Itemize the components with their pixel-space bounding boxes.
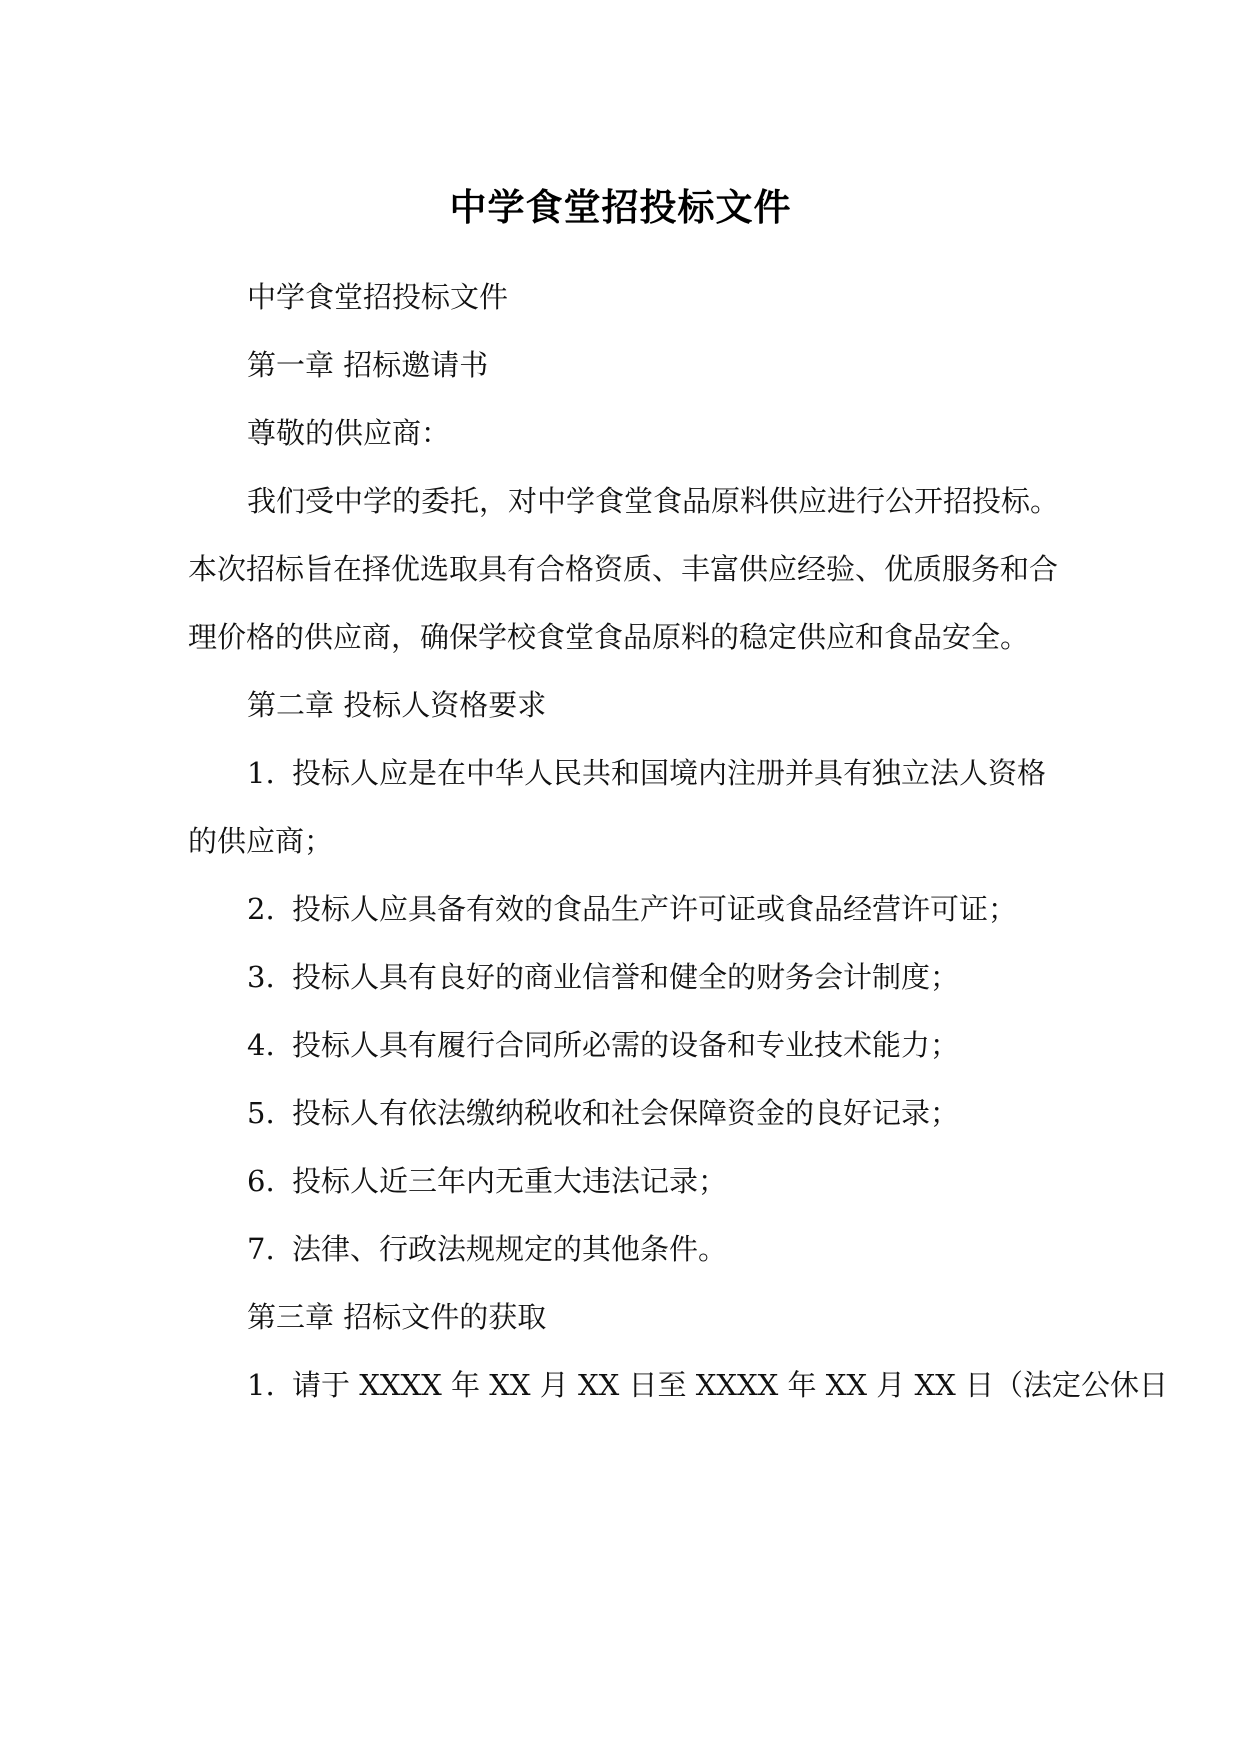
list-number: 7. (247, 1232, 275, 1266)
list-number: 5. (247, 1096, 275, 1130)
list-text: 投标人具有良好的商业信誉和健全的财务会计制度； (292, 960, 960, 994)
paragraph-line-2: 本次招标旨在择优选取具有合格资质、丰富供应经验、优质服务和合 (188, 552, 1059, 586)
salutation: 尊敬的供应商： (247, 416, 451, 450)
list-text: 投标人应具备有效的食品生产许可证或食品经营许可证； (292, 892, 1018, 926)
list-number: 4. (247, 1028, 275, 1062)
list-item-4 (247, 1025, 959, 1065)
list-item-6 (247, 1161, 727, 1201)
list-number: 6. (247, 1164, 275, 1198)
list-number: 3. (247, 960, 275, 994)
list-text: 投标人近三年内无重大违法记录； (292, 1164, 728, 1198)
list-item-1-continuation: 的供应商； (188, 824, 334, 858)
list-item-7 (247, 1229, 727, 1269)
list-item-5 (247, 1093, 959, 1133)
chapter-1-heading: 第一章 招标邀请书 (247, 348, 489, 382)
list-text: 投标人有依法缴纳税收和社会保障资金的良好记录； (292, 1096, 960, 1130)
document-title: 中学食堂招投标文件 (449, 186, 792, 229)
list-text: 请于 XXXX 年 XX 月 XX 日至 XXXX 年 XX 月 XX 日（法定公休日 (292, 1368, 1168, 1402)
chapter-3-heading: 第三章 招标文件的获取 (247, 1300, 547, 1334)
list-number: 1. (247, 756, 275, 790)
list-text: 投标人应是在中华人民共和国境内注册并具有独立法人资格 (292, 756, 1047, 790)
list-text: 投标人具有履行合同所必需的设备和专业技术能力； (292, 1028, 960, 1062)
paragraph-line-3: 理价格的供应商，确保学校食堂食品原料的稳定供应和食品安全。 (188, 620, 1030, 654)
list-item-3 (247, 957, 959, 997)
paragraph-line-1: 我们受中学的委托，对中学食堂食品原料供应进行公开招投标。 (247, 484, 1060, 518)
list-item-2 (247, 889, 1017, 929)
list-item-1 (247, 753, 1046, 793)
subtitle-line: 中学食堂招投标文件 (247, 280, 509, 314)
list-text: 法律、行政法规规定的其他条件。 (292, 1232, 728, 1266)
chapter-3-list-item-1 (247, 1365, 1168, 1405)
list-number: 1. (247, 1368, 275, 1402)
list-number: 2. (247, 892, 275, 926)
chapter-2-heading: 第二章 投标人资格要求 (247, 688, 547, 722)
